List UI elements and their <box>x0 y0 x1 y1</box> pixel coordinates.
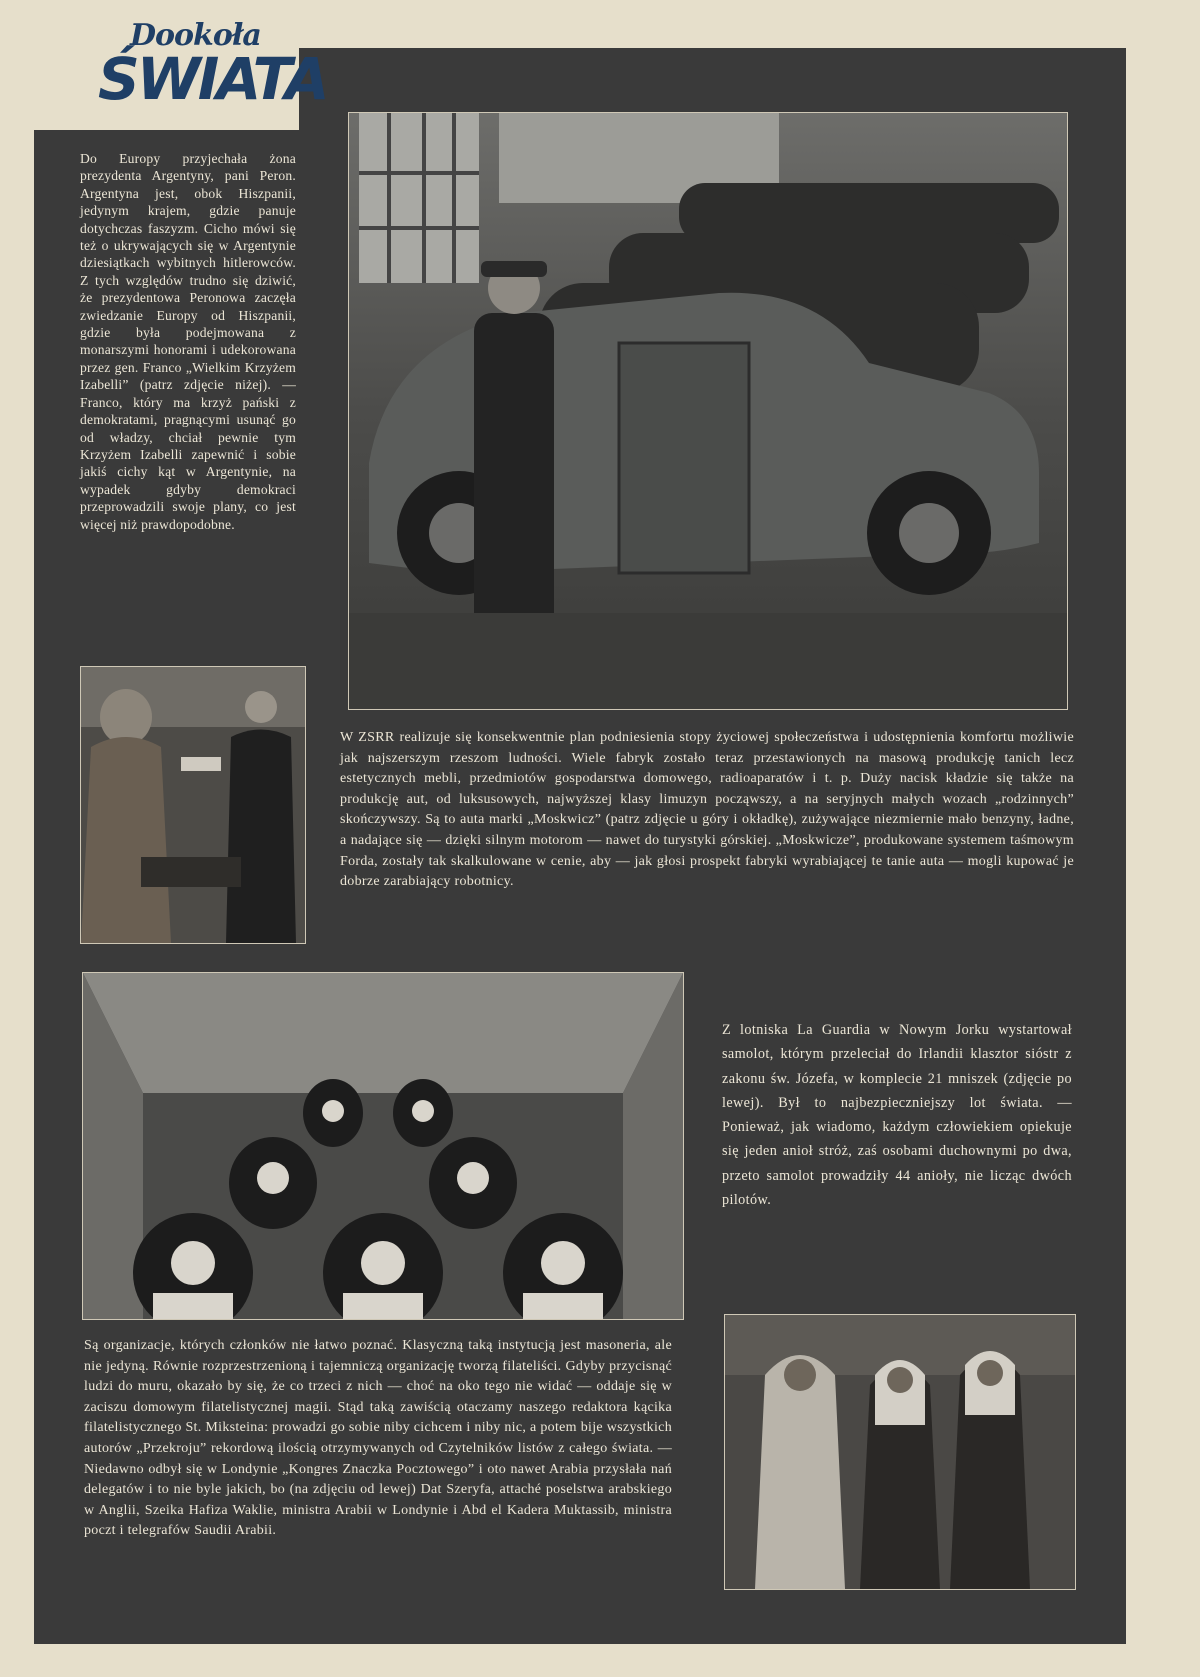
logo-main-text: ŚWIATA <box>98 45 327 113</box>
photo-moskwicz-cars <box>348 112 1068 710</box>
article-zsrr: W ZSRR realizuje się konsekwentnie plan podniesienia stopy życiowej społeczeństwa i udostępnienia komfortu możliwie jak najszerszym rzeszom ludności. Wiele fabryk zostało teraz przestawionych na masową produkcję tanich lecz estetycznych mebli, przedmiotów gospodarstwa domowego, radioaparatów i t. p. Duży nacisk kładzie się także na produkcję aut, od luksusowych, najwyższej klasy limuzyn począwszy, a na seryjnych małych wozach „rodzinnych” skończywszy. Są to auta marki „Moskwicz” (patrz zdjęcie u góry i okładkę), zużywające niezmiernie mało benzyny, ładne, a nadające się — dzięki silnym motorom — nawet do turystyki górskiej. „Moskwicze”, produkowane systemem taśmowym Forda, zostały tak skalkulowane w cenie, aby — jak głosi prospekt fabryki wyrabiającej te tanie auta — mogli kupować je dobrze zarabiający robotnicy. <box>340 730 1074 890</box>
photo-arab-delegates <box>724 1314 1076 1590</box>
photo-peron-franco <box>80 666 306 944</box>
photo-nuns-airplane <box>82 972 684 1320</box>
article-peron: Do Europy przyjechała żona prezydenta Argentyny, pani Peron. Argentyna jest, obok Hiszpanii, jedynym krajem, gdzie panuje dotychczas faszyzm. Cicho mówi się też o ukrywających się w Argentynie dziesiątkach wybitnych hitlerowców. Z tych względów trudno się dziwić, że prezydentowa Peronowa zaczęła zwiedzanie Europy od Hiszpanii, gdzie była podejmowana z monarszymi honorami i udekorowana przez gen. Franco „Wielkim Krzyżem Izabelli” (patrz zdjęcie niżej). — Franco, który ma krzyż pański z demokratami, pragnącymi usunąć go od władzy, chciał pewnie tym Krzyżem Izabelli zapewnić i sobie jakiś cichy kąt w Argentynie, na wypadek gdyby demokraci przeprowadzili swoje plany, co jest więcej niż prawdopodobne. <box>80 151 296 532</box>
article-philately: Są organizacje, których członków nie łatwo poznać. Klasyczną taką instytucją jest masoneria, ale nie jedyną. Równie rozprzestrzenioną i tajemniczą organizację tworzą filateliści. Gdyby przycisnąć ludzi do muru, okazało by się, że co trzeci z nich — choć na oko tego nie widać — oddaje się w zaciszu domowym filatelistycznej magii. Stąd taką zawiścią otaczamy naszego redaktora kącika filatelistycznego St. Miksteina: prowadzi go sobie niby cichcem i niby nic, a potem bije wszystkich autorów „Przekroju” rekordową ilością otrzymywanych od Czytelników listów z całego świata. — Niedawno odbył się w Londynie „Kongres Znaczka Pocztowego” i oto nawet Arabia przysłała nań delegatów i to nie byle jakich, bo (na zdjęciu od lewej) Dat Szeryfa, attaché poselstwa arabskiego w Anglii, Szeika Hafiza Waklie, ministra Arabii w Londynie i Abd el Kadera Muktassib, ministra poczt i telegrafów Saudii Arabii. <box>84 1338 672 1539</box>
article-nuns: Z lotniska La Guardia w Nowym Jorku wystartował samolot, którym przeleciał do Irlandii klasztor sióstr z zakonu św. Józefa, w komplecie 21 mniszek (zdjęcie po lewej). Był to najbezpieczniejszy lot świata. — Ponieważ, jak wiadomo, każdym człowiekiem opiekuje się jeden anioł stróż, zaś osobami duchownymi po dwa, przeto samolot prowadziły 44 anioły, nie licząc dwóch pilotów. <box>722 1022 1072 1209</box>
section-logo <box>34 0 327 130</box>
logo-script-text: Dookoła <box>130 18 261 53</box>
